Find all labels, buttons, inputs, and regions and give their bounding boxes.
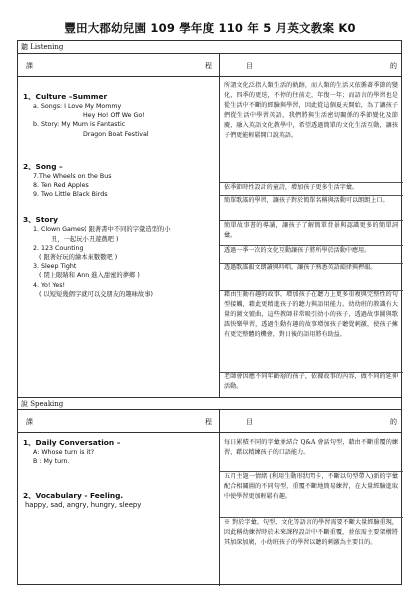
vocabulary-words: happy, sad, angry, hungry, sleepy xyxy=(25,501,142,510)
listening-header-goal: 目 xyxy=(246,62,253,70)
speaking-header-process: 程 xyxy=(205,418,212,426)
speaking-header-row xyxy=(18,410,401,433)
page-title: 豐田大郡幼兒園 109 學年度 110 年 5 月英文教案 K0 xyxy=(64,21,356,35)
listening-column-divider xyxy=(219,77,220,397)
goal-paragraph: 老師會因應不同年齡層的孩子，依據故事的內容，做不同的延伸活動。 xyxy=(224,373,398,391)
vocabulary-heading: 2、Vocabulary - Feeling. xyxy=(23,491,124,501)
speaking-goal-column xyxy=(224,438,398,548)
listening-header-course: 課 xyxy=(26,62,33,70)
culture-story-b2: Dragon Boat Festival xyxy=(83,130,149,138)
story-note: ( 跟著好玩的繪本來數數吧 ) xyxy=(39,254,118,262)
speaking-column-divider xyxy=(219,433,220,586)
story-item: 2. 123 Counting xyxy=(33,244,84,252)
goal-paragraph: 透過歌謠韻文朗讀與吟唱，讓孩子熟悉英語韻律與押韻。 xyxy=(224,264,377,271)
speaking-section-label: 說 Speaking xyxy=(18,397,401,410)
goal-paragraph: ※ 對於字彙、句型、文化等語言的學習需要不斷大量經驗重現，因此稱幼練習時於未來課程設計中不斷重覆，並依需主要架構將其加深加廣，小幼班孩子的學習以聽的刺激為主要目的。 xyxy=(224,519,398,547)
listening-goal-column xyxy=(224,81,398,392)
lesson-table xyxy=(17,40,402,585)
goal-paragraph: 每日累積不同的字彙並結合 Q&A 會話句型，藉由不斷重覆的練習，藉以精練孩子的口語能力。 xyxy=(224,439,398,457)
listening-course-column xyxy=(23,91,215,299)
speaking-header-course: 課 xyxy=(26,418,33,426)
story-heading: 3、Story xyxy=(23,215,58,225)
story-item: 1. Clown Games( 跟著書中不同的字彙造型的小 xyxy=(33,226,171,234)
listening-header-de: 的 xyxy=(390,62,397,70)
story-note: ( 閉上眼睛和 Ann 進入甜蜜的夢鄉 ) xyxy=(39,272,140,280)
story-item: 3. Sleep Tight xyxy=(33,263,77,271)
goal-paragraph: 簡單故事書的導讀，讓孩子了解簡單背景與認識更多的簡單詞彙。 xyxy=(224,222,398,240)
speaking-course-column xyxy=(23,437,215,511)
song-item: 9. Two Little Black Birds xyxy=(33,191,108,199)
goal-paragraph: 透過一季一次的文化互動讓孩子將所學於活動中應用。 xyxy=(224,247,371,254)
culture-heading: 1、Culture –Summer xyxy=(23,92,108,101)
goal-paragraph: 依季節時性設計的童詩，增加孩子更多生活字彙。 xyxy=(224,184,359,191)
song-item: 8. Ten Red Apples xyxy=(33,182,89,190)
goal-paragraph: 五月主題一情緒 (利用生動形狀閃卡，不斷以句型帶入)新的字彙配合相關圖的不同句型，重覆不斷地簡易練習，在大量經驗進取中使學習更加輕鬆有趣。 xyxy=(224,473,398,501)
speaking-header-de: 的 xyxy=(390,418,397,426)
goal-paragraph: 簡單歌謠的學習，讓孩子對於簡單名稱與活動可以朗朗上口。 xyxy=(224,197,389,204)
listening-header-row xyxy=(18,54,401,77)
speaking-header-goal: 目 xyxy=(246,418,253,426)
listening-header-process: 程 xyxy=(205,62,212,70)
story-note: ( 以短短幾個字就可以交朋友的趣味故事) xyxy=(39,290,153,298)
goal-paragraph: 藉由生動有趣的故事，增加孩子在聽力上更多重複與完整性的句型接觸，藉此更精進孩子的聽力與語用能力。幼幼班的教識有大量的圖文號曲，這些教師非常吸引幼小的孩子，透過故事圖與歌謠快樂學習，透過生動有趣的故事增加孩子聽覺刺激，使孩子擁有更完整體的機會，對日後的語用將有助益。 xyxy=(224,291,398,339)
conversation-line-a: A: Whose turn is it? xyxy=(33,449,95,456)
conversation-heading: 1、Daily Conversation – xyxy=(23,438,121,447)
story-item: 4. Yo! Yes! xyxy=(33,281,66,289)
culture-story-b1: b. Story: My Mum is Fantastic xyxy=(33,121,126,129)
culture-song-a2: Hey Ho! Off We Go! xyxy=(83,112,145,120)
story-note: 丑，一起玩小丑遊戲吧 ) xyxy=(51,235,119,243)
song-heading: 2、Song – xyxy=(23,161,63,171)
listening-section-label: 聽 Listening xyxy=(18,41,401,54)
culture-song-a1: a. Songs: I Love My Mommy xyxy=(33,103,122,110)
song-item: 7.The Wheels on the Bus xyxy=(33,172,112,180)
conversation-line-b: B : My turn. xyxy=(33,458,70,466)
goal-paragraph: 所謂文化泛指人類生活的軌跡，而人類的生活又依循著季節的變化，四季的更迭，不停的往前走，年復一年；而語言的學習也是從生活中不斷的經驗與學習，因此從這個夏天開始，為了讓孩子們從生活中學習英語，我們將與生活密切關係的季節變化及節慶，融入英語文化教學中，希望透過簡單的文化生活互動，讓孩子們更能輕鬆開口說英語。 xyxy=(224,82,398,140)
